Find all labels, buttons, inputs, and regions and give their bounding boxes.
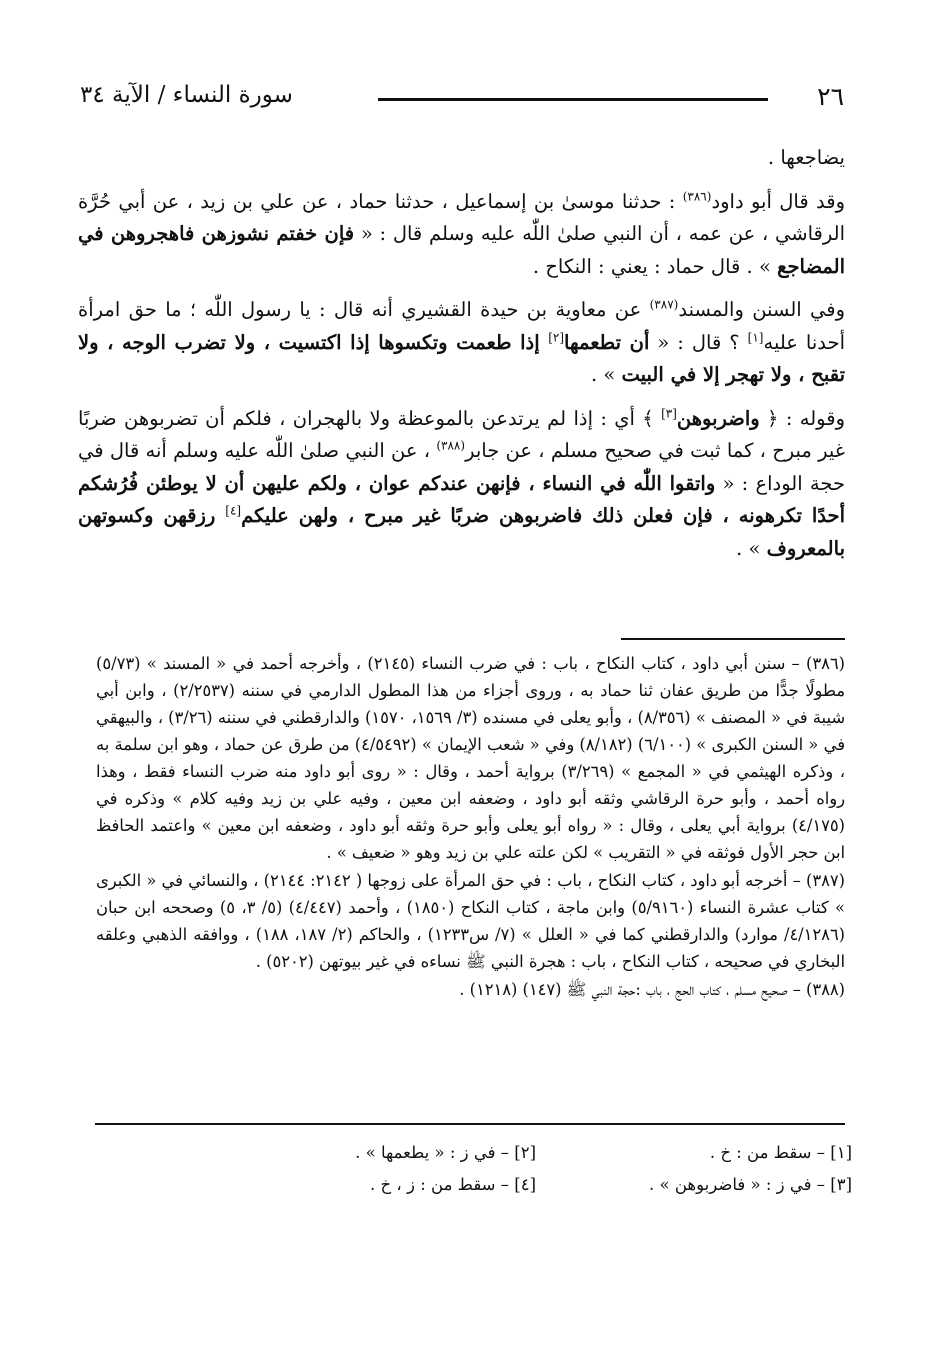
p2-text-c: » . قال حماد : يعني : النكاح . [532, 254, 778, 278]
p4-text-d: » . [736, 536, 767, 560]
page-header [80, 82, 844, 122]
p2-text-a: وقد قال أبو داود [711, 189, 845, 213]
footnote-ref-387[interactable]: (٣٨٧) [649, 297, 679, 312]
variant-ref-2[interactable]: [٢] [548, 330, 565, 344]
p1-text: يضاجعها . [767, 146, 845, 169]
footnotes [96, 650, 845, 1004]
p3-text-d: » . [590, 363, 622, 386]
footnote-386: (٣٨٦) – سنن أبي داود ، كتاب النكاح ، باب : في ضرب النساء (٢١٤٥) ، وأخرجه أحمد في « المسند » (٥/٧٣) مطولًا جدًّا من طريق عفان ثنا حماد به ، وروى أجزاء من هذا المطول الدارمي في سننه (٢/٢٥٣٧) ، وابن أبي شيبة في « المصنف » (٨/٣٥٦) ، وأبو يعلى في مسنده (٣/ ١٥٦٩، ١٥٧٠) والدارقطني في سننه (٣/٢٦) ، والبيهقي في « السنن الكبرى » (٦/١٠٠) (٨/١٨٢) وفي « شعب الإيمان » (٤/٥٤٩٢) من طرق عن حماد ، وهو ابن سلمة به ، وذكره الهيثمي في « المجمع » (٣/٢٦٩) برواية أحمد ، وقال : « روى أبو داود منه ضرب النساء فقط ، وهذا رواه أحمد ، وأبو حرة الرقاشي وثقه أبو داود ، وضعفه ابن معين ، وفيه علي بن زيد وفيه كلام » وذكره في (٤/١٧٥) برواية أبي يعلى ، وقال : « رواه أبو يعلى وأبو حرة وثقه أبو داود ، وضعفه ابن معين » واعتمد الحافظ ابن حجر الأول فوثقه في « التقريب » لكن علته علي بن زيد وهو « ضعيف » . [96, 654, 845, 862]
footnote-ref-386[interactable]: (٣٨٦) [682, 189, 712, 203]
p3-text-b: عن معاوية بن حيدة القشيري أنه قال : يا رسول اللّٰه ؛ ما حق امرأة أحدنا عليه [78, 298, 845, 354]
variant-1: [١] – سقط من : خ . [709, 1143, 852, 1162]
variant-4: [٤] – سقط من : ز ، خ . [370, 1175, 536, 1194]
main-text [78, 142, 845, 576]
page-number: ٢٦ [817, 82, 844, 111]
p3-text-a: وفي السنن والمسند [678, 298, 845, 321]
p2-text-b: : حدثنا موسىٰ بن إسماعيل ، حدثنا حماد ، عن علي بن زيد ، عن أبي حُرَّة الرقاشي ، عن عمه ، أن النبي صلىٰ اللّٰه عليه وسلم قال : « [78, 189, 845, 245]
variants-separator [95, 1123, 845, 1125]
hadith-quote-3a: واتقوا اللّٰه في النساء ، فإنهن عندكم عوان ، ولكم عليهن أن لا يوطئن فُرُشكم أحدًا تكرهونه ، فإن فعلن ذلك فاضربوهن ضربًا غير مبرح ، ولهن عليكم [78, 471, 846, 527]
paragraph-4 [78, 403, 845, 566]
p4-text-b: ﴾ أي : إذا لم يرتدعن بالموعظة ولا بالهجران ، فلكم أن تضربوهن ضربًا غير مبرح ، كما ثبت في صحيح مسلم ، عن جابر [78, 406, 845, 462]
footnote-separator [621, 638, 845, 640]
p4-text-c: ، عن النبي صلىٰ اللّٰه عليه وسلم أنه قال في حجة الوداع : « [78, 439, 845, 495]
verse-word: واضربوهن [676, 406, 760, 430]
footnote-387: (٣٨٧) – أخرجه أبو داود ، كتاب النكاح ، باب : في حق المرأة على زوجها ( ٢١٤٢: ٢١٤٤) ، والنسائي في « الكبرى » كتاب عشرة النساء (٥/٩١٦٠) وابن ماجة ، كتاب النكاح (١٨٥٠) ، وأحمد (٤/٤٤٧) (٥/ ٣، ٥) وصححه ابن حبان (٤/١٢٨٦/ موارد) والدارقطني كما في « العلل » (٧/ س١٢٣٣) ، والحاكم (٢/ ١٨٧، ١٨٨) ، ووافقه الذهبي وعلقه البخاري في صحيحه ، كتاب النكاح ، باب : هجرة النبي ﷺ نساءه في غير بيوتهن (٥٢٠٢) . [96, 871, 846, 971]
running-title: سورة النساء / الآية ٣٤ [80, 82, 293, 108]
variant-ref-1[interactable]: [١] [747, 330, 764, 344]
footnote-388: (٣٨٨) – صحيح مسلم ، كتاب الحج ، باب :حجة النبي ﷺ (١٤٧) (١٢١٨) . [459, 980, 845, 999]
hadith-quote-2b: إذا طعمت وتكسوها إذا اكتسيت ، ولا تضرب الوجه ، ولا تقبح ، ولا تهجر إلا في البيت [78, 330, 845, 386]
paragraph-2 [78, 186, 845, 284]
variant-ref-3[interactable]: [٣] [661, 406, 677, 420]
variant-ref-4[interactable]: [٤] [225, 503, 242, 518]
hadith-quote-3b: رزقهن وكسوتهن بالمعروف [78, 504, 845, 560]
hadith-quote-2a: أن تطعمها [564, 330, 650, 354]
header-rule [378, 98, 768, 101]
p3-text-c: ؟ قال : « [649, 330, 748, 354]
p4-text-a: وقوله : ﴿ [759, 406, 845, 430]
footnote-ref-388[interactable]: (٣٨٨) [436, 438, 466, 453]
textual-variants [220, 1137, 852, 1201]
paragraph-1 [78, 142, 845, 175]
variant-2: [٢] – في ز : « يطعمها » . [355, 1143, 536, 1162]
paragraph-3 [78, 294, 845, 392]
variant-3: [٣] – في ز : « فاضربوهن » . [649, 1175, 852, 1194]
hadith-quote-1: فإن خفتم نشوزهن فاهجروهن في المضاجع [78, 222, 845, 278]
